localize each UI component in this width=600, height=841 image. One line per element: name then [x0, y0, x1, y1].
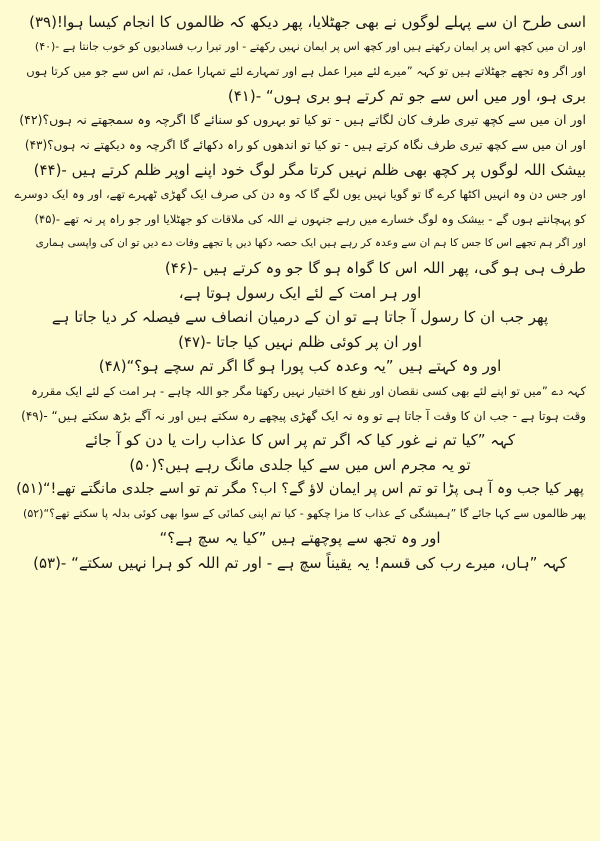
- text-line: اور اگر ہم تجھے اس کا جس کا ہم ان سے وعدہ کر رہے ہیں ایک حصہ دکھا دیں یا تجھے وفات دے دیں تو ان کی واپسی ہماری: [35, 237, 586, 250]
- text-line: پھر کیا جب وہ آ ہی پڑا تو تم اس پر ایمان لاؤ گے؟ اب؟ مگر تم تو اسے جلدی مانگتے تھے!“(۵۱): [16, 481, 584, 498]
- text-line: اور ان میں سے کچھ تیری طرف نگاہ کرتے ہیں - تو کیا تو اندھوں کو راہ دکھائے گا اگرچہ وہ دیکھتے نہ ہوں؟(۴۳): [24, 137, 586, 152]
- text-line: تو یہ مجرم اس میں سے کیا جلدی مانگ رہے ہیں؟(۵۰): [129, 455, 471, 474]
- text-line: اور ان پر کوئی ظلم نہیں کیا جاتا -(۴۷): [178, 332, 422, 351]
- text-line: اور ان میں کچھ اس پر ایمان رکھتے ہیں اور کچھ اس پر ایمان نہیں رکھتے - اور تیرا رب فسادیوں کو خوب جانتا ہے -(۴۰): [34, 39, 586, 53]
- text-line: اور وہ تجھ سے پوچھتے ہیں ”کیا یہ سچ ہے؟“: [159, 529, 441, 548]
- text-line: اور ان میں سے کچھ تیری طرف کان لگاتے ہیں - تو کیا تو بہروں کو سنائے گا اگرچہ وہ سمجھتے نہ ہوں؟(۴۲): [19, 112, 586, 128]
- text-line: طرف ہی ہو گی، پھر اللہ اس کا گواہ ہو گا جو وہ کرتے ہیں -(۴۶): [164, 258, 586, 277]
- text-line: کہہ ”کیا تم نے غور کیا کہ اگر تم پر اس کا عذاب رات یا دن کو آ جائے: [84, 431, 515, 450]
- text-line: بری ہو، اور میں اس سے جو تم کرتے ہو بری ہوں“ -(۴۱): [227, 86, 586, 105]
- text-line: اور وہ کہتے ہیں ”یہ وعدہ کب پورا ہو گا اگر تم سچے ہو؟“(۴۸): [98, 357, 502, 376]
- text-line: وقت ہوتا ہے - جب ان کا وقت آ جاتا ہے تو وہ نہ ایک گھڑی پیچھے رہ سکتے ہیں اور نہ آگے بڑھ سکتے ہیں“ -(۴۹): [21, 408, 586, 423]
- urdu-text-page: [14, 10, 586, 576]
- text-line: کو پہچانتے ہوں گے - بیشک وہ لوگ خسارے میں رہے جنہوں نے اللہ کی ملاقات کو جھٹلایا اور جو راہ پر نہ تھے -(۴۵): [34, 211, 586, 226]
- text-line: اور جس دن وہ انہیں اکٹھا کرے گا تو گویا نہیں یوں لگے گا کہ وہ دن کی صرف ایک گھڑی ٹھہرے تھے، اور وہ ایک دوسرے: [14, 187, 586, 202]
- text-line: پھر ظالموں سے کہا جائے گا ”ہمیشگی کے عذاب کا مزا چکھو - کیا تم اپنی کمائی کے سوا بھی کوئی بدلہ پا سکتے تھے؟“(۵۲): [23, 506, 586, 520]
- text-line: کہہ دے ”میں تو اپنے لئے بھی کسی نقصان اور نفع کا اختیار نہیں رکھتا مگر جو اللہ چاہے - ہر امت کے لئے ایک مقررہ: [31, 383, 586, 398]
- text-line: اور اگر وہ تجھے جھٹلاتے ہیں تو کہہ ”میرے لئے میرا عمل ہے اور تمہارے لئے تمہارا عمل، تم اس سے جو میں کرتا ہوں: [26, 64, 586, 79]
- text-line: کہہ ”ہاں، میرے رب کی قسم! یہ یقیناً سچ ہے - اور تم اللہ کو ہرا نہیں سکتے“ -(۵۳): [33, 554, 567, 573]
- text-line: اور ہر امت کے لئے ایک رسول ہوتا ہے،: [178, 283, 422, 302]
- text-line: بیشک اللہ لوگوں پر کچھ بھی ظلم نہیں کرتا مگر لوگ خود اپنے اوپر ظلم کرتے ہیں -(۴۴): [33, 160, 586, 179]
- text-line: پھر جب ان کا رسول آ جاتا ہے تو ان کے درمیان انصاف سے فیصلہ کر دیا جاتا ہے: [51, 308, 549, 327]
- text-line: اسی طرح ان سے پہلے لوگوں نے بھی جھٹلایا، پھر دیکھ کہ ظالموں کا انجام کیسا ہوا!(۳۹): [29, 13, 586, 31]
